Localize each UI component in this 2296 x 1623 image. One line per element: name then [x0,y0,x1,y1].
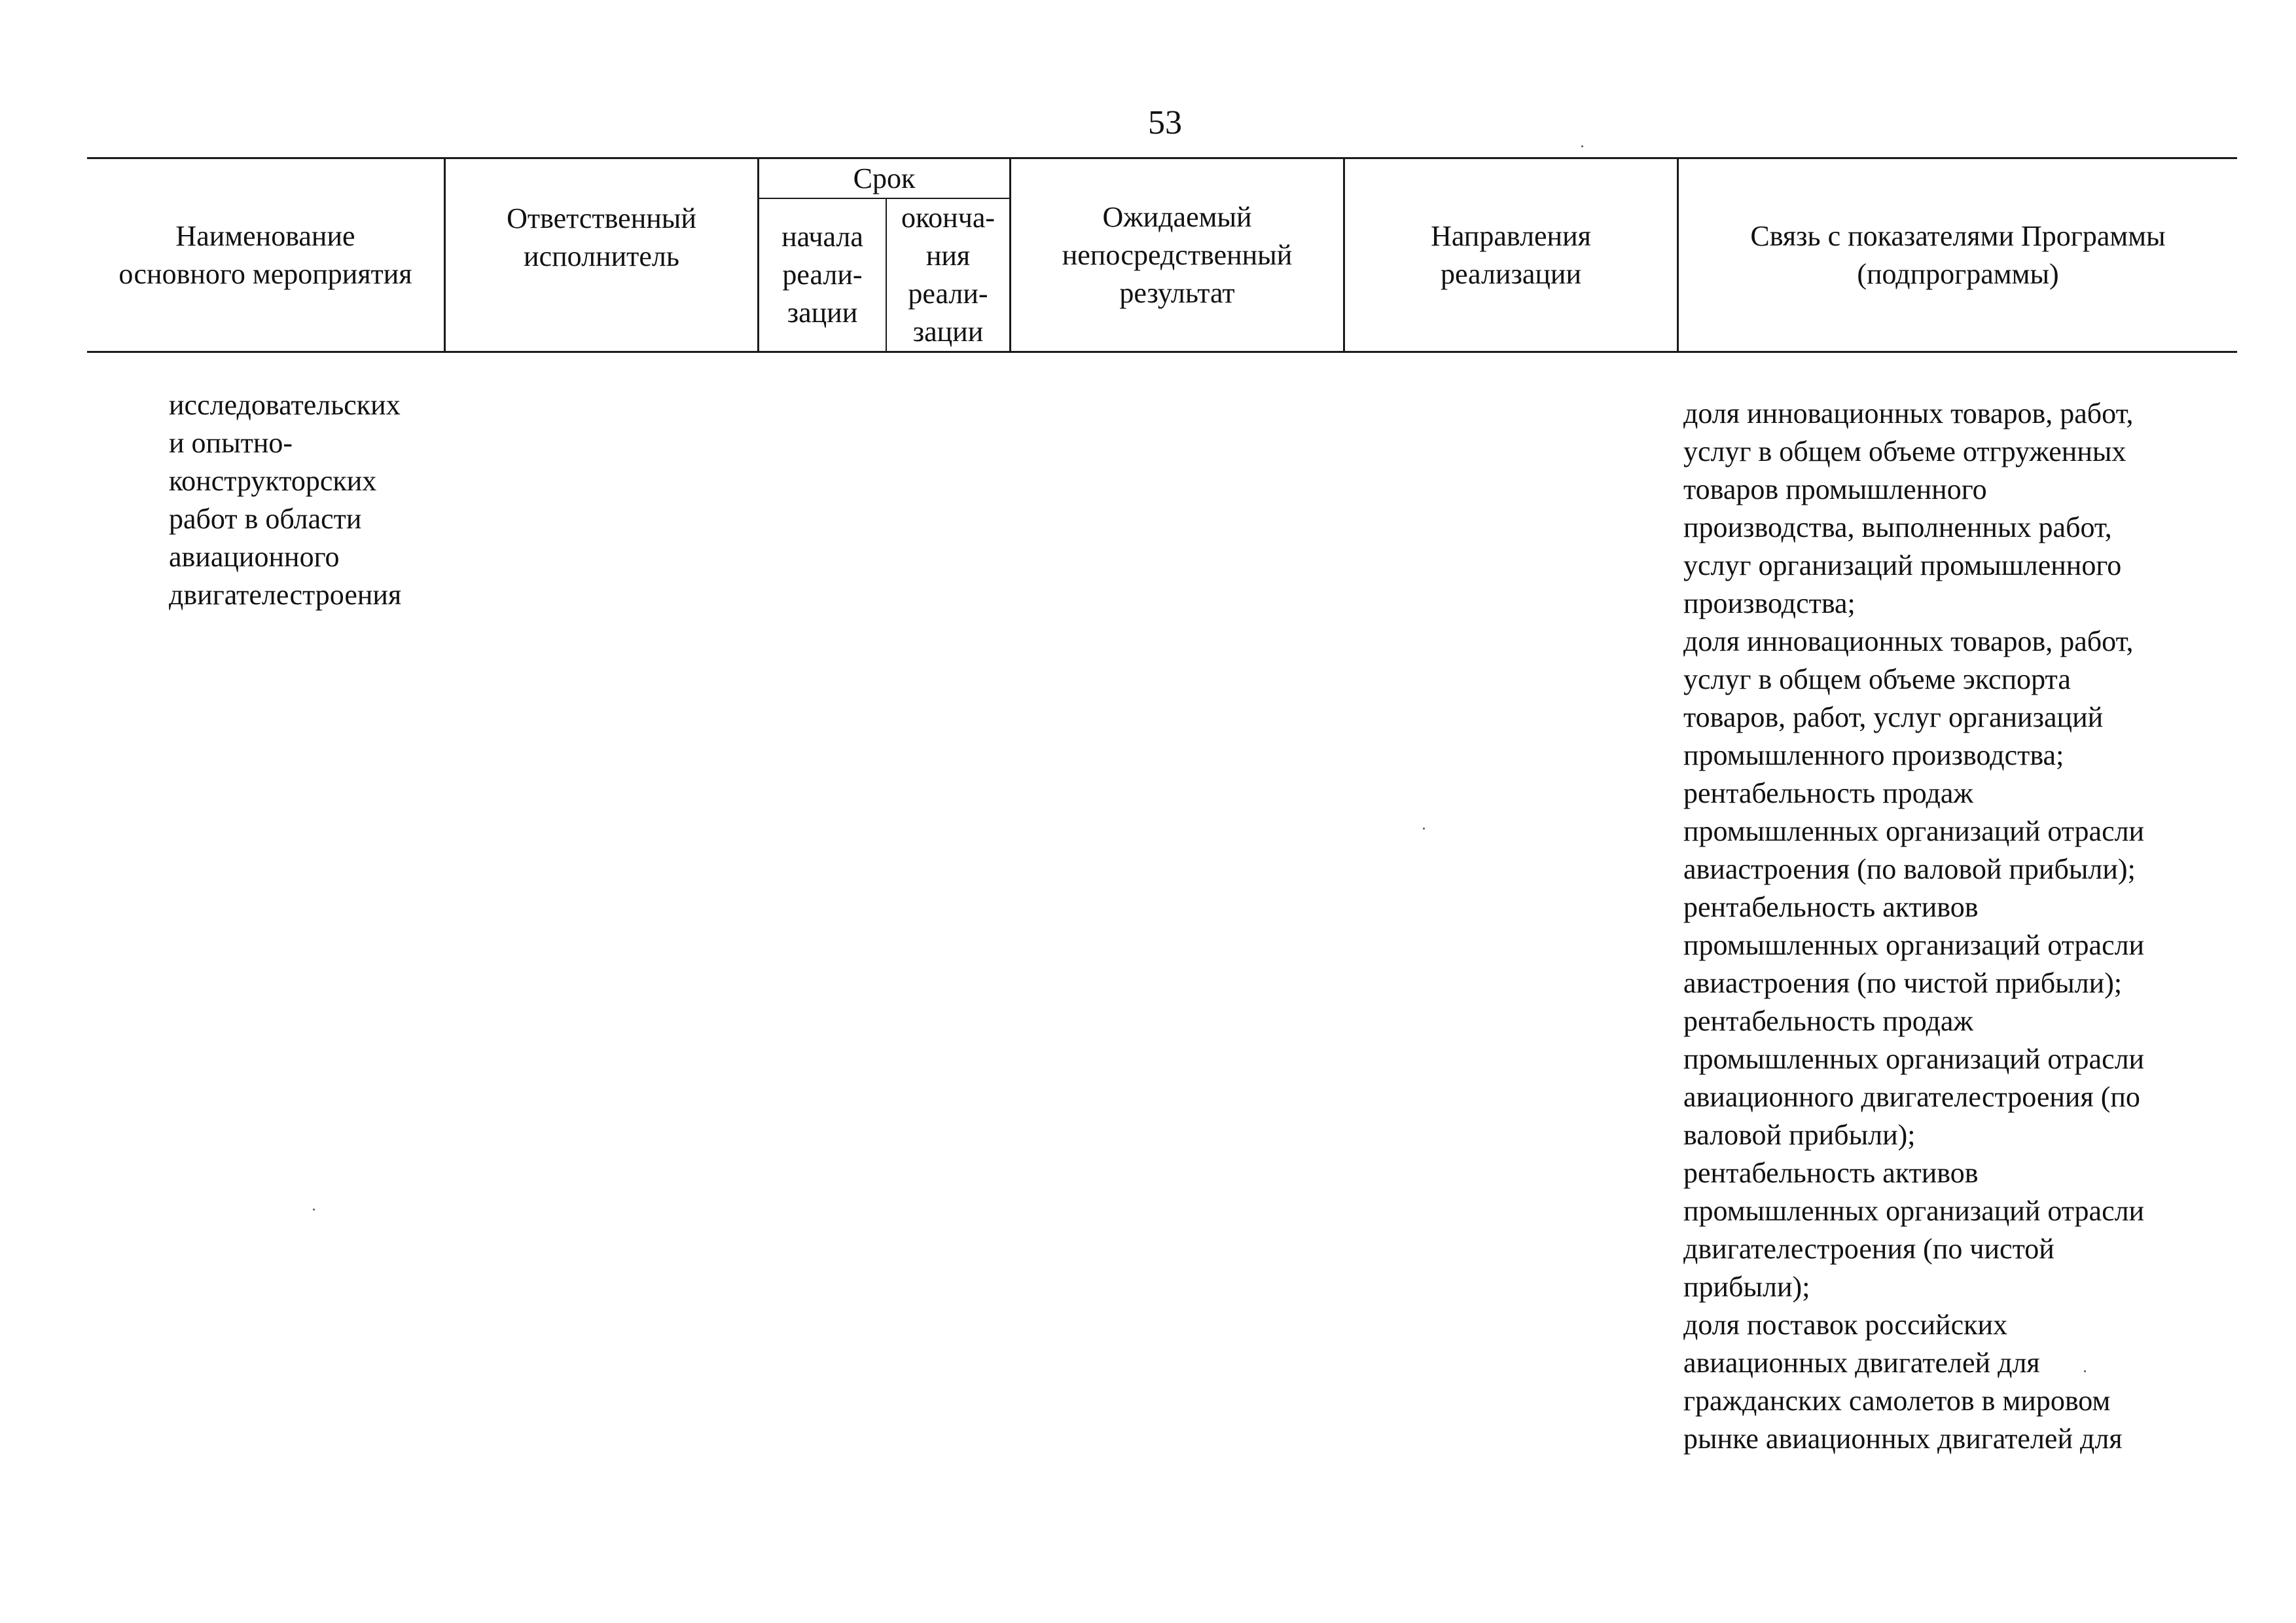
scan-speck [1581,145,1583,147]
header-executor: Ответственный исполнитель [507,202,696,272]
header-indicators: Связь с показателями Программы (подпрограммы) [1750,219,2166,290]
header-term-end: оконча- ния реали- зации [901,202,995,348]
header-term-start: начала реали- зации [781,221,863,329]
header-name: Наименование основного мероприятия [118,219,412,290]
row-indicators-cell: доля инновационных товаров, работ, услуг в общем объеме отгруженных товаров промышленного производства, выполненных работ, услуг организаций промышленного производства; доля инновационных товаров, работ, услуг в общем объеме экспорта товаров, работ, услуг организаций промышленного производства; рентабельность продаж промышленных организаций отрасли авиастроения (по валовой прибыли); рентабельность активов промышленных организаций отрасли авиастроения (по чистой прибыли); рентабельность продаж промышленных организаций отрасли авиационного двигателестроения (по валовой прибыли); рентабельность активов промышленных организаций отрасли двигателестроения (по чистой прибыли); доля поставок российских авиационных двигателей для гражданских самолетов в мировом рынке авиационных двигателей для [1683,397,2145,1455]
header-term: Срок [853,162,916,194]
header-directions: Направления реализации [1431,219,1591,290]
scan-speck [2084,1370,2086,1372]
header-bottom-border [87,351,2237,353]
page-number: 53 [1148,104,1182,141]
scan-speck [1423,828,1425,830]
header-result: Ожидаемый непосредственный результат [1062,200,1293,309]
row-name-cell: исследовательских и опытно- конструкторских работ в области авиационного двигателестроения [169,389,402,611]
scan-speck [313,1209,315,1211]
